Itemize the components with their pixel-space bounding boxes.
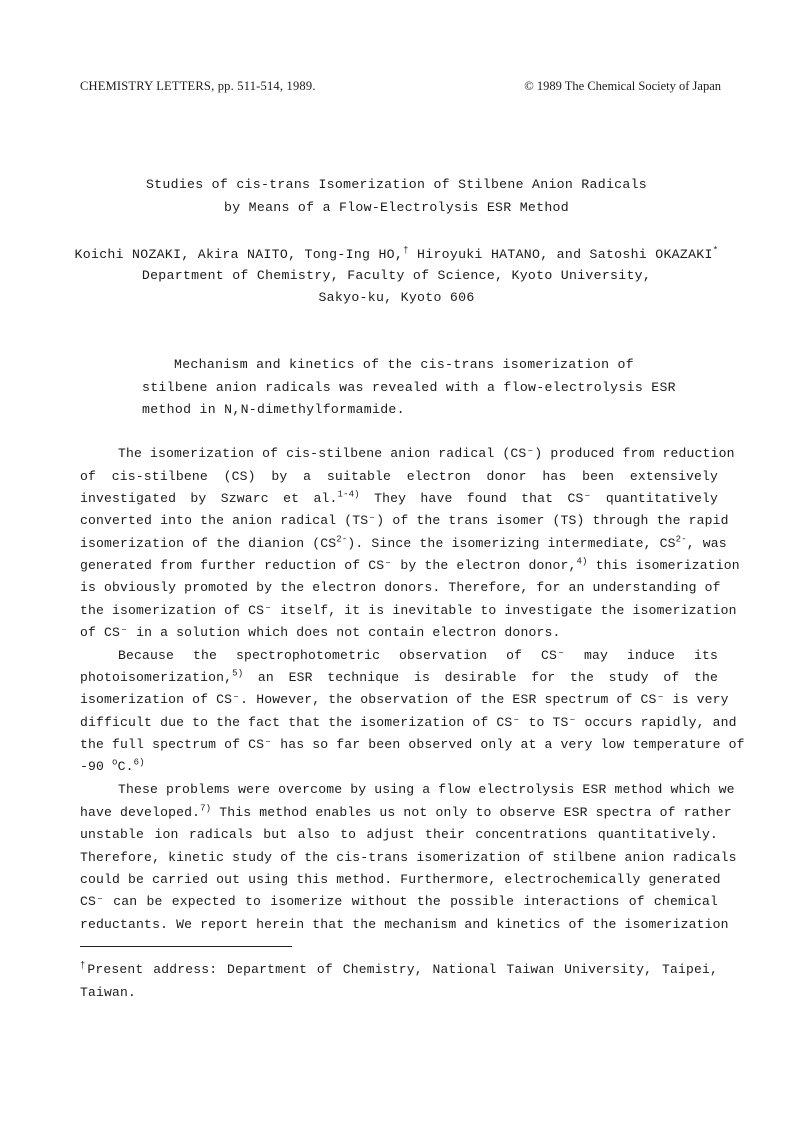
author-list — [0, 247, 793, 262]
body-line: difficult due to the fact that the isomerization of CS⁻ to TS⁻ occurs rapidly, and — [80, 715, 737, 730]
body-line: of CS⁻ in a solution which does not contain electron donors. — [80, 625, 561, 640]
body-text: an ESR technique is desirable for the study of the — [243, 670, 718, 685]
footnote-line-2: Taiwan. — [80, 985, 137, 1000]
author-names-part-1: Koichi NOZAKI, Akira NAITO, Tong-Ing HO, — [74, 247, 404, 262]
paper-title-line-1: Studies of cis-trans Isomerization of Stilbene Anion Radicals — [145, 177, 648, 192]
body-text: generated from further reduction of CS⁻ by the electron donor, — [80, 558, 577, 573]
body-text: -90 — [80, 759, 113, 774]
body-line: is obviously promoted by the electron donors. Therefore, for an understanding of — [80, 580, 721, 595]
abstract-line-1: Mechanism and kinetics of the cis-trans isomerization of — [174, 357, 634, 372]
dagger-mark: † — [403, 245, 409, 256]
body-text: investigated by Szwarc et al. — [80, 491, 338, 506]
body-line — [80, 803, 732, 820]
body-line: could be carried out using this method. Furthermore, electrochemically generated — [80, 872, 721, 887]
body-line — [80, 670, 718, 685]
body-text: ). Since the isomerizing intermediate, CS — [347, 536, 676, 551]
body-line: The isomerization of cis-stilbene anion radical (CS⁻) produced from reduction — [118, 446, 735, 461]
body-line — [80, 491, 718, 506]
body-text: have developed. — [80, 805, 201, 820]
reference-marker: 5) — [232, 668, 244, 679]
body-text: C. — [117, 759, 134, 774]
body-line: These problems were overcome by using a flow electrolysis ESR method which we — [118, 782, 735, 797]
body-line: unstable ion radicals but also to adjust their concentrations quantitatively. — [80, 827, 718, 842]
footnote-text: Present address: Department of Chemistry, National Taiwan University, Taipei, — [87, 962, 718, 977]
charge-superscript: 2- — [336, 534, 348, 545]
body-line: CS⁻ can be expected to isomerize without the possible interactions of chemical — [80, 894, 718, 909]
journal-citation: CHEMISTRY LETTERS, pp. 511-514, 1989. — [80, 79, 316, 93]
affiliation-line-2: Sakyo-ku, Kyoto 606 — [318, 290, 475, 305]
degree-superscript: o — [112, 757, 118, 768]
footnote-dagger-mark: † — [80, 960, 88, 971]
body-text: , was — [686, 536, 727, 551]
corresponding-author-mark: * — [712, 245, 719, 256]
reference-marker: 7) — [200, 803, 212, 814]
abstract-line-3: method in N,N-dimethylformamide. — [142, 402, 405, 417]
body-line — [80, 534, 727, 551]
body-line: the isomerization of CS⁻ itself, it is inevitable to investigate the isomerization — [80, 603, 737, 618]
body-text: They have found that CS⁻ quantitatively — [359, 491, 719, 506]
body-line: reductants. We report herein that the mechanism and kinetics of the isomerization — [80, 917, 729, 932]
body-text: this isomerization — [587, 558, 740, 573]
charge-superscript: 2- — [675, 534, 687, 545]
reference-marker: 4) — [576, 556, 588, 567]
author-names-part-2: Hiroyuki HATANO, and Satoshi OKAZAKI — [408, 247, 713, 262]
body-line: converted into the anion radical (TS⁻) of the trans isomer (TS) through the rapid — [80, 513, 729, 528]
abstract-line-2: stilbene anion radicals was revealed with a flow-electrolysis ESR — [142, 380, 676, 395]
paper-title-line-2: by Means of a Flow-Electrolysis ESR Method — [224, 200, 569, 215]
copyright-notice: © 1989 The Chemical Society of Japan — [524, 79, 721, 93]
body-line — [80, 556, 740, 573]
affiliation-line-1: Department of Chemistry, Faculty of Science, Kyoto University, — [141, 268, 652, 283]
footnote-rule — [80, 946, 292, 947]
reference-marker: 6) — [133, 757, 145, 768]
body-text: isomerization of the dianion (CS — [80, 536, 337, 551]
body-line: isomerization of CS⁻. However, the observation of the ESR spectrum of CS⁻ is very — [80, 692, 729, 707]
body-text: This method enables us not only to observe ESR spectra of rather — [211, 805, 732, 820]
body-line: Therefore, kinetic study of the cis-trans isomerization of stilbene anion radicals — [80, 850, 737, 865]
footnote-line-1 — [80, 962, 718, 977]
reference-marker: 1-4) — [337, 489, 360, 500]
body-line — [80, 759, 718, 774]
body-line: Because the spectrophotometric observation of CS⁻ may induce its — [118, 648, 718, 663]
body-line: the full spectrum of CS⁻ has so far been observed only at a very low temperature of — [80, 737, 745, 752]
body-text: photoisomerization, — [80, 670, 233, 685]
body-line: of cis-stilbene (CS) by a suitable electron donor has been extensively — [80, 469, 718, 484]
